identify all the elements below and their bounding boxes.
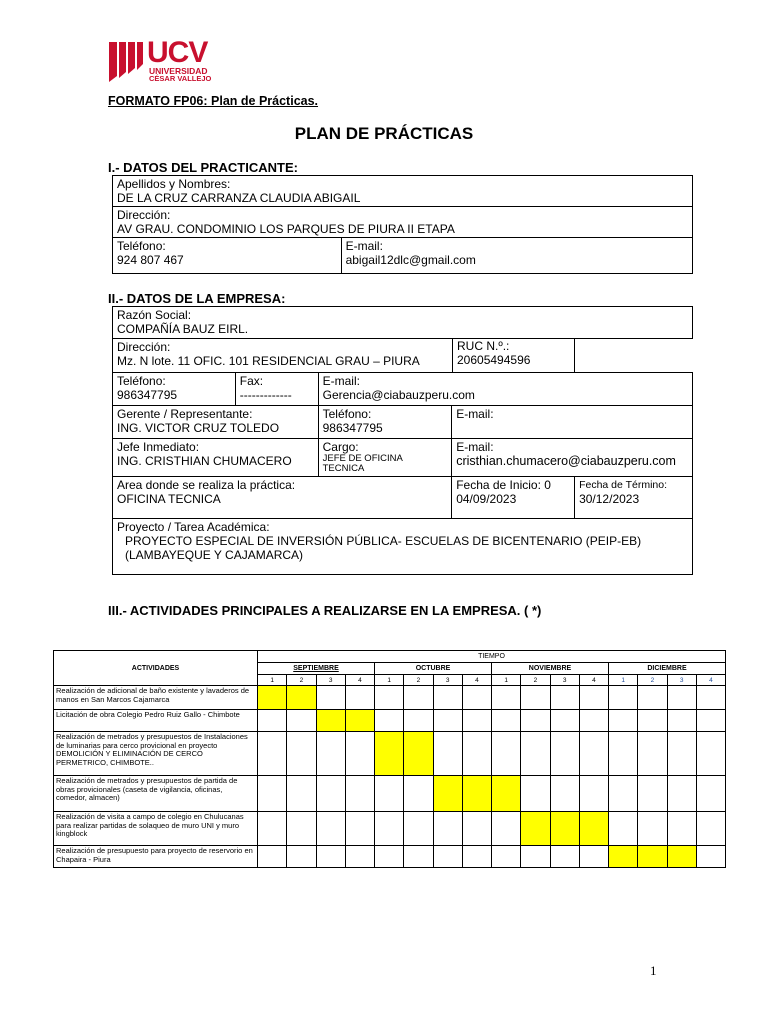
names-label: Apellidos y Nombres: <box>117 177 231 191</box>
week-cell <box>462 846 491 868</box>
activity-row <box>54 686 726 710</box>
week-cell <box>404 776 433 812</box>
week-header: 4 <box>462 675 491 686</box>
week-cell <box>579 686 608 710</box>
week-cell-active <box>345 710 374 732</box>
week-header: 2 <box>638 675 667 686</box>
section3-title: III.- ACTIVIDADES PRINCIPALES A REALIZARSE EN LA EMPRESA. ( *) <box>108 603 542 618</box>
week-header: 1 <box>609 675 638 686</box>
week-cell <box>345 812 374 846</box>
week-header: 4 <box>696 675 725 686</box>
week-cell-active <box>550 812 579 846</box>
phone-cell <box>113 238 342 274</box>
manager-cell <box>113 406 319 439</box>
area-label: Area donde se realiza la práctica: <box>117 478 296 492</box>
email-value: abigail12dlc@gmail.com <box>345 253 476 267</box>
activity-text: Realización de adicional de baño existente y lavaderos de manos en San Marcos Cajamarca <box>54 686 258 710</box>
activity-text: Realización de metrados y presupuestos de partida de obras provicionales (caseta de vigilancia, oficinas, comedor, almacen) <box>54 776 258 812</box>
month-header: SEPTIEMBRE <box>258 663 375 675</box>
names-value: DE LA CRUZ CARRANZA CLAUDIA ABIGAIL <box>117 191 361 205</box>
area-cell <box>113 477 452 519</box>
week-cell <box>287 812 316 846</box>
month-header: OCTUBRE <box>375 663 492 675</box>
company-label: Razón Social: <box>117 308 192 322</box>
week-cell <box>287 846 316 868</box>
week-cell <box>345 732 374 776</box>
boss-email-cell <box>452 439 693 477</box>
week-cell <box>404 710 433 732</box>
project-value: PROYECTO ESPECIAL DE INVERSIÓN PÚBLICA- ESCUELAS DE BICENTENARIO (PEIP-EB) (LAMBAYEQUE Y CAJAMARCA) <box>125 534 642 562</box>
ruc-box <box>452 338 693 372</box>
company-phone-cell <box>113 373 236 406</box>
week-cell <box>609 812 638 846</box>
week-cell <box>579 732 608 776</box>
project-cell <box>113 519 693 575</box>
week-cell <box>521 686 550 710</box>
week-cell <box>462 686 491 710</box>
email-label: E-mail: <box>345 239 383 253</box>
week-cell <box>375 776 404 812</box>
activity-text: Realización de metrados y presupuestos de Instalaciones de luminarias para cerco provicional en proyecto DEMOLICIÓN Y ELIMINACIÓN DE CERCO PERMETRICO, CHIMBOTE.. <box>54 732 258 776</box>
week-cell-active <box>258 686 287 710</box>
month-header: DICIEMBRE <box>609 663 726 675</box>
activity-row <box>54 710 726 732</box>
week-cell <box>258 776 287 812</box>
week-header: 3 <box>316 675 345 686</box>
week-cell <box>521 846 550 868</box>
logo-line1: UNIVERSIDAD <box>149 66 208 76</box>
week-cell <box>462 812 491 846</box>
week-header: 3 <box>433 675 462 686</box>
project-label: Proyecto / Tarea Académica: <box>117 520 270 534</box>
week-cell-active <box>667 846 696 868</box>
address-label: Dirección: <box>117 208 171 222</box>
activities-header: ACTIVIDADES <box>54 651 258 686</box>
week-cell <box>404 846 433 868</box>
position-cell <box>318 439 452 477</box>
week-cell <box>258 732 287 776</box>
phone-label: Teléfono: <box>117 239 166 253</box>
week-cell <box>492 812 521 846</box>
company-address-value: Mz. N lote. 11 OFIC. 101 RESIDENCIAL GRAU – PIURA <box>117 354 420 368</box>
address-value: AV GRAU. CONDOMINIO LOS PARQUES DE PIURA II ETAPA <box>117 222 455 236</box>
company-email-value: Gerencia@ciabauzperu.com <box>322 388 475 402</box>
format-name: Plan de Prácticas. <box>207 94 319 108</box>
activity-text: Licitación de obra Colegio Pedro Ruiz Gallo - Chimbote <box>54 710 258 732</box>
manager-phone-label: Teléfono: <box>322 407 372 421</box>
company-cell <box>113 307 693 339</box>
section1-title: I.- DATOS DEL PRACTICANTE: <box>108 160 298 175</box>
activity-text: Realización de visita a campo de colegio en Chulucanas para realizar partidas de solaqueo de muro UNI y muro kingblock <box>54 812 258 846</box>
start-label: Fecha de Inicio: 0 <box>456 478 551 492</box>
week-cell-active <box>287 686 316 710</box>
boss-value: ING. CRISTHIAN CHUMACERO <box>117 454 292 468</box>
activity-row <box>54 846 726 868</box>
week-cell <box>404 812 433 846</box>
week-cell <box>375 812 404 846</box>
practicante-table <box>112 175 693 274</box>
week-cell <box>433 812 462 846</box>
logo-line2: CÉSAR VALLEJO <box>149 74 212 83</box>
week-cell <box>345 686 374 710</box>
week-cell <box>433 686 462 710</box>
week-cell <box>609 732 638 776</box>
logo-brand: UCV <box>147 36 208 69</box>
week-header: 2 <box>287 675 316 686</box>
week-cell <box>433 732 462 776</box>
week-cell <box>492 686 521 710</box>
company-phone-value: 986347795 <box>117 388 178 402</box>
company-phone-label: Teléfono: <box>117 374 166 388</box>
week-cell <box>433 846 462 868</box>
week-cell <box>579 846 608 868</box>
week-cell <box>667 686 696 710</box>
end-label: Fecha de Término: <box>579 479 668 491</box>
week-header: 2 <box>404 675 433 686</box>
week-cell <box>579 710 608 732</box>
page-number: 1 <box>650 963 657 978</box>
page-title: PLAN DE PRÁCTICAS <box>294 124 474 143</box>
manager-email-cell <box>452 406 693 439</box>
position-label: Cargo: <box>322 440 359 454</box>
week-header: 2 <box>521 675 550 686</box>
ucv-emblem-icon <box>107 38 145 84</box>
week-cell <box>638 812 667 846</box>
week-cell-active <box>609 846 638 868</box>
week-cell <box>258 710 287 732</box>
week-cell-active <box>404 732 433 776</box>
week-cell <box>375 846 404 868</box>
format-code: FORMATO FP06: <box>108 94 208 108</box>
activities-gantt <box>53 650 726 868</box>
week-cell <box>492 732 521 776</box>
week-cell <box>316 732 345 776</box>
week-header: 1 <box>492 675 521 686</box>
manager-label: Gerente / Representante: <box>117 407 253 421</box>
week-cell <box>696 710 725 732</box>
week-header: 3 <box>667 675 696 686</box>
activity-row <box>54 732 726 776</box>
week-cell-active <box>521 812 550 846</box>
week-cell <box>696 812 725 846</box>
manager-email-label: E-mail: <box>456 407 494 421</box>
week-header: 1 <box>258 675 287 686</box>
boss-email-value: cristhian.chumacero@ciabauzperu.com <box>456 454 676 468</box>
week-cell <box>696 732 725 776</box>
names-cell <box>113 176 693 207</box>
week-header: 3 <box>550 675 579 686</box>
week-cell <box>609 776 638 812</box>
week-header: 4 <box>579 675 608 686</box>
time-header: TIEMPO <box>258 651 726 663</box>
company-value: COMPAÑÍA BAUZ EIRL. <box>117 322 249 336</box>
week-cell <box>375 686 404 710</box>
position-value: JEFE DE OFICINA TECNICA <box>322 453 403 474</box>
week-cell <box>316 812 345 846</box>
week-cell <box>550 686 579 710</box>
activity-row <box>54 812 726 846</box>
activity-text: Realización de presupuesto para proyecto de reservorio en Chapaira - Piura <box>54 846 258 868</box>
week-cell <box>345 776 374 812</box>
week-cell <box>316 686 345 710</box>
boss-label: Jefe Inmediato: <box>117 440 200 454</box>
start-cell <box>452 477 575 519</box>
week-cell <box>609 686 638 710</box>
week-cell <box>404 686 433 710</box>
fax-value: ------------- <box>239 388 292 402</box>
manager-phone-cell <box>318 406 452 439</box>
ruc-value: 20605494596 <box>457 353 531 367</box>
company-email-label: E-mail: <box>322 374 360 388</box>
week-cell <box>550 732 579 776</box>
week-cell-active <box>433 776 462 812</box>
week-cell <box>521 776 550 812</box>
week-cell <box>667 710 696 732</box>
month-header: NOVIEMBRE <box>492 663 609 675</box>
week-cell <box>667 732 696 776</box>
activity-row <box>54 776 726 812</box>
week-cell <box>579 776 608 812</box>
week-cell <box>667 776 696 812</box>
week-cell <box>492 710 521 732</box>
week-cell <box>550 776 579 812</box>
end-cell <box>575 477 693 519</box>
company-address-label: Dirección: <box>117 340 171 354</box>
format-line <box>108 94 318 108</box>
ucv-logo <box>107 38 217 84</box>
email-cell <box>341 238 692 274</box>
week-cell <box>609 710 638 732</box>
week-cell <box>316 776 345 812</box>
week-cell <box>287 732 316 776</box>
week-cell-active <box>462 776 491 812</box>
week-cell <box>287 710 316 732</box>
week-cell <box>696 686 725 710</box>
week-cell <box>638 776 667 812</box>
week-cell <box>521 710 550 732</box>
week-cell <box>521 732 550 776</box>
week-cell <box>492 846 521 868</box>
company-email-cell <box>318 373 692 406</box>
week-cell <box>696 776 725 812</box>
week-cell-active <box>375 732 404 776</box>
week-cell-active <box>316 710 345 732</box>
week-header: 4 <box>345 675 374 686</box>
week-cell <box>462 732 491 776</box>
week-cell <box>316 846 345 868</box>
area-value: OFICINA TECNICA <box>117 492 221 506</box>
week-cell <box>258 812 287 846</box>
phone-value: 924 807 467 <box>117 253 184 267</box>
week-cell <box>258 846 287 868</box>
week-cell <box>345 846 374 868</box>
week-cell-active <box>492 776 521 812</box>
week-cell <box>638 732 667 776</box>
week-cell <box>462 710 491 732</box>
week-cell-active <box>638 846 667 868</box>
fax-cell <box>235 373 318 406</box>
manager-phone-value: 986347795 <box>322 421 383 435</box>
fax-label: Fax: <box>239 374 264 388</box>
boss-cell <box>113 439 319 477</box>
end-value: 30/12/2023 <box>579 492 640 506</box>
week-cell <box>550 710 579 732</box>
ruc-label: RUC N.º.: <box>457 339 510 353</box>
week-cell <box>667 812 696 846</box>
week-cell <box>287 776 316 812</box>
week-cell <box>550 846 579 868</box>
week-header: 1 <box>375 675 404 686</box>
section2-title: II.- DATOS DE LA EMPRESA: <box>108 291 286 306</box>
week-cell <box>638 710 667 732</box>
week-cell <box>375 710 404 732</box>
week-cell <box>638 686 667 710</box>
boss-email-label: E-mail: <box>456 440 494 454</box>
manager-value: ING. VICTOR CRUZ TOLEDO <box>117 421 280 435</box>
address-cell <box>113 207 693 238</box>
week-cell <box>433 710 462 732</box>
week-cell-active <box>579 812 608 846</box>
week-cell <box>696 846 725 868</box>
start-value: 04/09/2023 <box>456 492 517 506</box>
